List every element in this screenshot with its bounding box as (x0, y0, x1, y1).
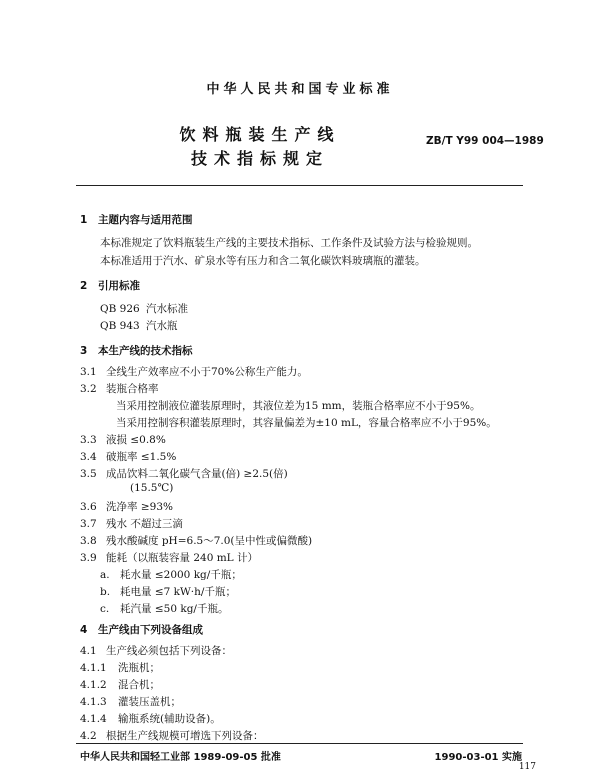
clause-3-7: 3.7 残水 不超过三滴 (80, 518, 183, 530)
clause-3-8: 3.8 残水酸碱度 pH=6.5～7.0(呈中性或偏微酸) (80, 535, 313, 547)
clause-4-1-4: 4.1.4 输瓶系统(辅助设备)。 (80, 713, 221, 725)
section-1-para-1: 本标准规定了饮料瓶装生产线的主要技术指标、工作条件及试验方法与检验规则。 (100, 237, 478, 249)
page-number: 117 (518, 762, 536, 772)
header-rule (76, 185, 523, 186)
section-1-heading: 1 主题内容与适用范围 (80, 214, 193, 226)
clause-4-2: 4.2 根据生产线规模可增选下列设备： (80, 730, 264, 742)
clause-3-5: 3.5 成品饮料二氧化碳气含量(倍) ≥2.5(倍) (80, 468, 288, 480)
clause-3-2-text-a: 当采用控制液位灌装原理时，其液位差为15 mm，装瓶合格率应不小于95%。 (116, 400, 481, 412)
doc-title-line1: 饮料瓶装生产线 (179, 125, 341, 144)
clause-3-9: 3.9 能耗（以瓶装容量 240 mL 计） (80, 552, 258, 564)
clause-3-6: 3.6 洗净率 ≥93% (80, 501, 173, 513)
standard-header: 中华人民共和国专业标准 (206, 82, 394, 97)
section-2-heading: 2 引用标准 (80, 280, 140, 292)
clause-3-2: 3.2 装瓶合格率 (80, 383, 159, 395)
clause-3-2-text-b: 当采用控制容积灌装原理时，其容量偏差为±10 mL，容量合格率应不小于95%。 (116, 417, 497, 429)
clause-4-1-1: 4.1.1 洗瓶机； (80, 662, 160, 674)
clause-4-1-3: 4.1.3 灌装压盖机； (80, 696, 181, 708)
section-4-heading: 4 生产线由下列设备组成 (80, 624, 203, 636)
clause-4-1: 4.1 生产线必须包括下列设备： (80, 645, 232, 657)
standard-code: ZB/T Y99 004—1989 (426, 135, 544, 147)
reference-item: QB 926 汽水标准 (100, 303, 188, 315)
clause-3-1: 3.1 全线生产效率应不小于70%公称生产能力。 (80, 366, 308, 378)
clause-3-3: 3.3 液损 ≤0.8% (80, 434, 166, 446)
clause-3-9-b: b. 耗电量 ≤7 kW·h/千瓶； (100, 586, 236, 598)
clause-3-4: 3.4 破瓶率 ≤1.5% (80, 451, 177, 463)
implementation-date: 1990-03-01 实施 (434, 752, 522, 763)
section-3-heading: 3 本生产线的技术指标 (80, 345, 193, 357)
doc-title-line2: 技术指标规定 (190, 149, 329, 168)
section-1-para-2: 本标准适用于汽水、矿泉水等有压力和含二氧化碳饮料玻璃瓶的灌装。 (100, 255, 426, 267)
approval-line: 中华人民共和国轻工业部 1989-09-05 批准 (80, 752, 281, 763)
footer-rule (76, 743, 523, 744)
reference-item: QB 943 汽水瓶 (100, 320, 178, 332)
clause-3-9-a: a. 耗水量 ≤2000 kg/千瓶； (100, 569, 242, 581)
clause-3-9-c: c. 耗汽量 ≤50 kg/千瓶。 (100, 603, 229, 615)
clause-4-1-2: 4.1.2 混合机； (80, 679, 160, 691)
clause-3-5-temp: (15.5℃) (130, 482, 174, 494)
